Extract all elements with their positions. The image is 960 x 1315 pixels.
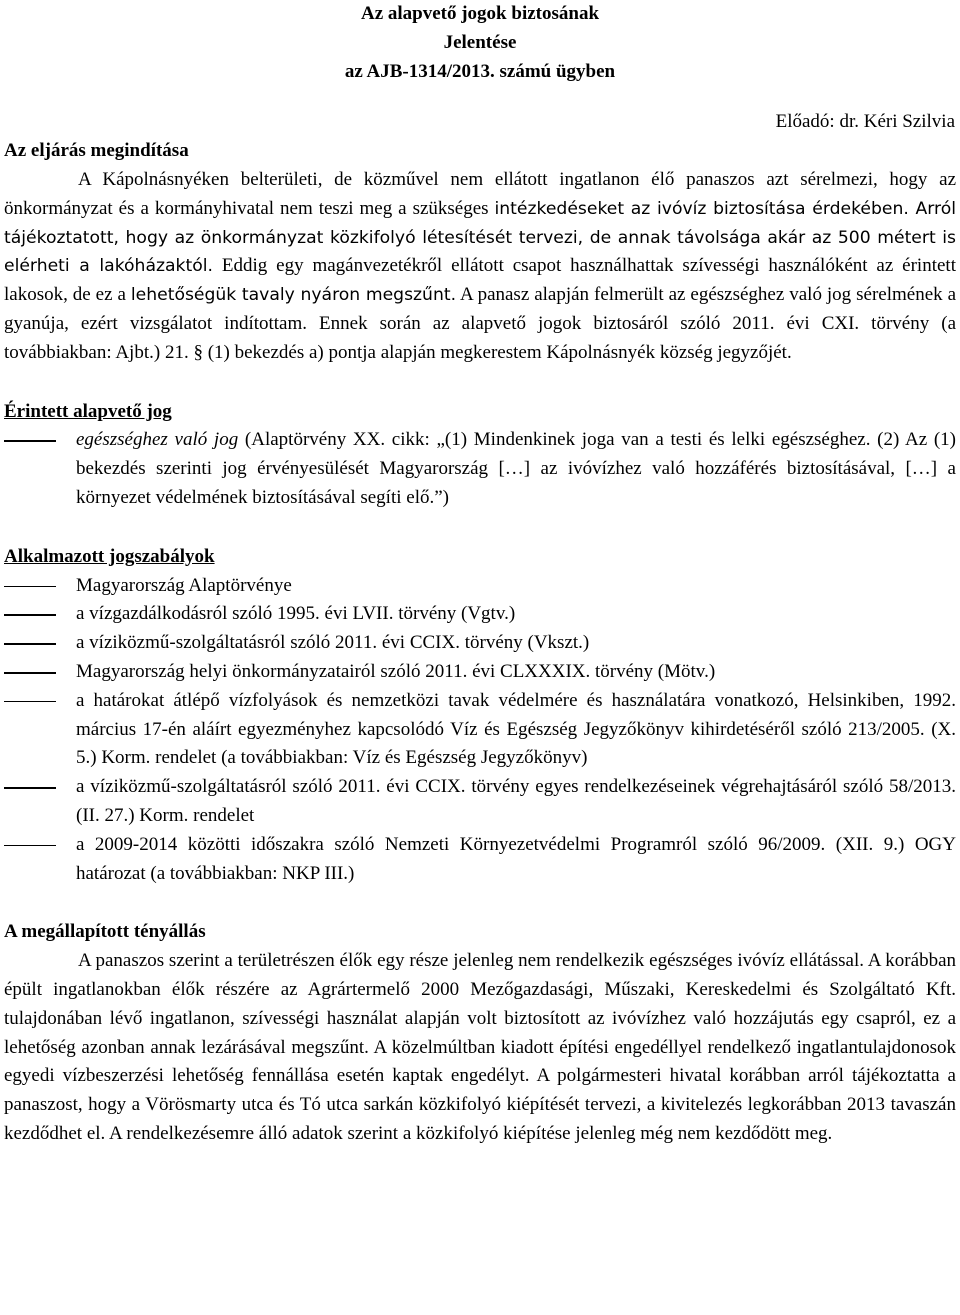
law-item: a 2009-2014 közötti időszakra szóló Nemzeti Környezetvédelmi Programról szóló 96/2009. (XII. 9.) OGY határozat (a továbbiakban: NKP III.)	[76, 833, 956, 884]
dash-bullet	[4, 701, 56, 703]
report-subtitle: Jelentése	[443, 31, 517, 53]
right-name: egészséghez való jog	[76, 429, 239, 451]
text-run: lehetőségük tavaly nyáron megszűnt.	[130, 285, 457, 306]
section-heading-procedure: Az eljárás megindítása	[4, 140, 189, 162]
dash-bullet	[4, 672, 56, 674]
paragraph-facts: A panaszos szerint a területrészen élők egy része jelenleg nem rendelkezik egészséges ivóvíz ellátással. A korábban épült ingatlanokban élők részére az Agrártermelő 2000 Mezőgazdasági, Műszaki, Kereskedelmi és Szolgáltató Kft. tulajdonában lévő ingatlanon, szívességi használat alapján volt biztosított az ivóvízhez való hozzájutás egy csapról, ez a lehetőség azonban annak lezárásával megszűnt. A közelmúltban kiadott építési engedéllyel rendelkező ingatlantulajdonosok egyedi vízbeszerzési lehetőség fennállása esetén kaptak engedélyt. A polgármesteri hivatal korábban arról tájékoztatta a panaszost, hogy a Vörösmarty utca és Tó utca sarkán közkifolyó kiépítését tervezi, a kivitelezés legkorábban 2013 tavaszán kezdődhet el. A rendelkezésemre álló adatok szerint a közkifolyó kiépítése jelenleg még nem kezdődött meg.	[4, 950, 956, 1144]
dash-bullet	[4, 643, 56, 645]
paragraph-procedure	[4, 166, 956, 368]
dash-bullet	[4, 440, 56, 442]
list-item	[4, 658, 956, 687]
text-run: A panasz alapján felmerült az egészséghez való jog sérelmének a gyanúja, ezért vizsgálatot indítottam. Ennek során az alapvető jogok biztosáról szóló 2011. évi CXI. törvény (a továbbiakban: Ajbt.) 21. § (1) bekezdés a) pontja alapján megkerestem Kápolnásnyék község jegyzőjét.	[4, 284, 957, 363]
report-title: Az alapvető jogok biztosának	[360, 3, 600, 24]
dash-bullet	[4, 586, 56, 588]
list-item	[4, 629, 956, 658]
law-item: a vízgazdálkodásról szóló 1995. évi LVII. törvény (Vgtv.)	[76, 603, 516, 625]
law-item: a víziközmű-szolgáltatásról szóló 2011. évi CCIX. törvény (Vkszt.)	[76, 632, 590, 654]
section-heading-facts: A megállapított tényállás	[4, 921, 206, 943]
text-run: Eddig egy magánvezetékről ellátott csapot használhattak szívességi használóként az érintett lakosok, de ez a	[4, 255, 956, 306]
law-item: a víziközmű-szolgáltatásról szóló 2011. évi CCIX. törvény egyes rendelkezéseinek végrehajtásáról szóló 58/2013. (II. 27.) Korm. rendelet	[76, 776, 956, 826]
text-run: A Kápolnásnyéken belterületi, de közművel nem ellátott ingatlanon élő panaszos azt sérelmezi, hogy az önkormányzat és a kormányhivatal nem teszi meg a szükséges	[4, 168, 956, 219]
case-number: az AJB-1314/2013. számú ügyben	[344, 60, 616, 82]
right-description: (Alaptörvény XX. cikk: „(1) Mindenkinek joga van a testi és lelki egészséghez. (2) Az (1) bekezdés szerinti jog érvényesülését Magyarország […] az ivóvízhez való hozzáférés biztosításával, […] a környezet védelmének biztosításával segíti elő.”)	[76, 429, 956, 508]
list-item	[4, 572, 956, 601]
list-item	[4, 687, 956, 773]
law-item: Magyarország helyi önkormányzatairól szóló 2011. évi CLXXXIX. törvény (Mötv.)	[76, 660, 716, 682]
law-item: Magyarország Alaptörvénye	[76, 574, 292, 596]
list-item	[4, 426, 956, 512]
presenter-line: Előadó: dr. Kéri Szilvia	[775, 111, 955, 133]
section-heading-applied-laws: Alkalmazott jogszabályok	[4, 545, 215, 567]
list-item	[4, 831, 956, 889]
list-item	[4, 600, 956, 629]
section-heading-fundamental-right: Érintett alapvető jog	[4, 400, 172, 422]
dash-bullet	[4, 614, 56, 616]
list-item	[4, 773, 956, 831]
applied-laws-list	[4, 572, 956, 889]
fundamental-right-list	[4, 426, 956, 512]
law-item: a határokat átlépő vízfolyások és nemzetközi tavak védelmére és használatára vonatkozó, Helsinkiben, 1992. március 17-én aláírt egyezményhez kapcsolódó Víz és Egészség Jegyzőkönyv kihirdetéséről szóló 213/2005. (X. 5.) Korm. rendelet (a továbbiakban: Víz és Egészség Jegyzőkönyv)	[76, 689, 956, 769]
document-header	[4, 0, 956, 86]
dash-bullet	[4, 787, 56, 789]
dash-bullet	[4, 845, 56, 847]
text-run: intézkedéseket az ivóvíz biztosítása érdekében. Arról tájékoztatott, hogy az önkormányzat közkifolyó létesítését tervezi, de annak távolsága akár az 500 métert is elérheti a lakóházaktól.	[4, 198, 956, 277]
